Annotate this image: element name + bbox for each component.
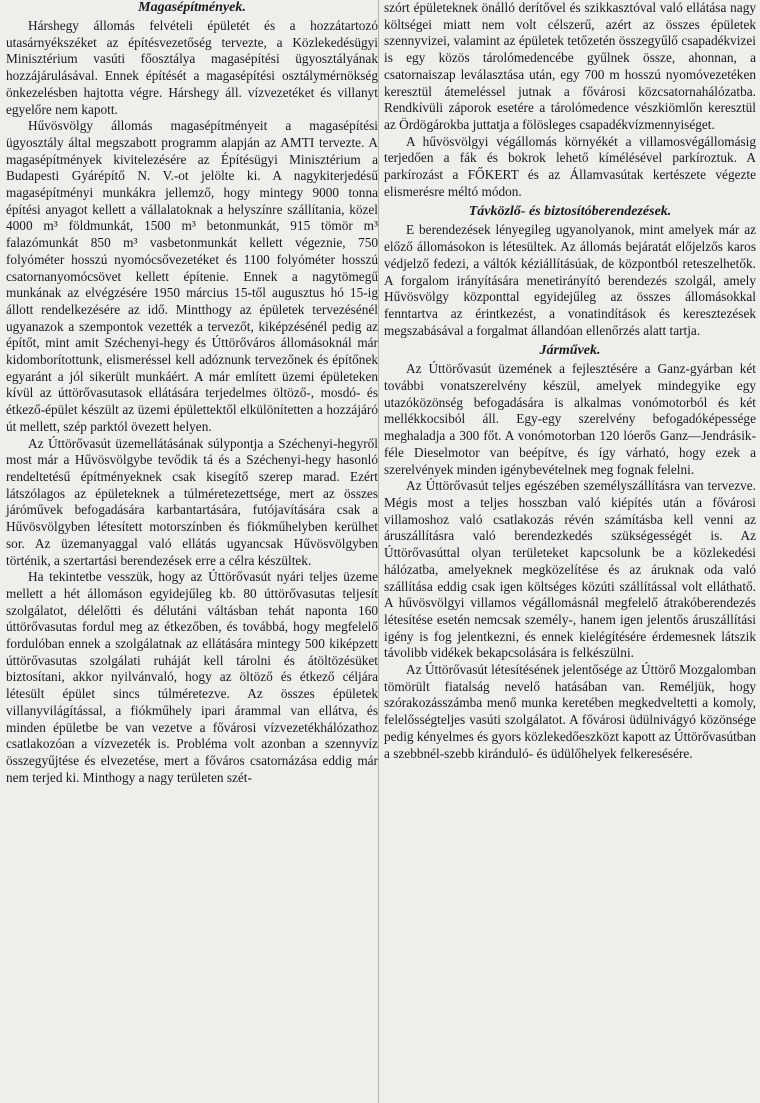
- paragraph: E berendezések lényegileg ugyanolyanok, mint amelyek már az előző állomásokon is létesültek. Az állomás bejáratát előjelzős karos védjelző fedezi, a váltók kéziállításúak, de központból reteszelhetők. A forgalom irányítására menetirányító berendezés szolgál, amely Hűvösvölgy központtal egyidejűleg az összes állomásokkal fenntartva az érintkezést, a vonatindítások és keresztezések megszabásával a forgalmat állandóan ellenőrzés alatt tartja.: [384, 222, 756, 338]
- paragraph: Hárshegy állomás felvételi épületét és a hozzátartozó utasárnyékszéket az építésvezetőség tervezte, a Közlekedésügyi Minisztérium vasúti főosztálya magasépítési ügyosztályának hozzájárulásával. Ennek építését a magasépítési osztálymérnökség önkezelésben hajtotta végre. Hárshegy áll. vízvezetéket és villanyt egyelőre nem kapott.: [6, 18, 378, 117]
- left-column: [6, 0, 378, 786]
- section-heading-tavkozlo: Távközlő- és biztosítóberendezések.: [468, 204, 672, 220]
- right-column: [384, 0, 756, 762]
- column-divider: [378, 0, 379, 1103]
- paragraph: A hűvösvölgyi végállomás környékét a villamosvégállomásig terjedően a fák és bokrok lehető kímélésével parkíroztuk. A parkírozást a FŐKERT és az Államvasútak kertészete végezte elismerésre méltó módon.: [384, 133, 756, 199]
- section-heading-magasepitmenyek: Magasépítmények.: [138, 0, 246, 15]
- paragraph: Ha tekintetbe vesszük, hogy az Úttörővasút nyári teljes üzeme mellett a hét állomáson egyidejűleg kb. 80 úttörővasutas teljesít szolgálatot, délelőtti és délutáni váltásban tehát naponta 160 úttörővasutas fordul meg az étkezőben, és továbbá, hogy megfelelő fordulóban ennek a szolgálatnak az ellátására mintegy 500 kiképzett úttörővasutas szolgálati ruháját kell tárolni és átöltözésüket biztosítani, akkor nyilvánvaló, hogy az öltöző és étkező céljára létesült épület sincs túlméretezve. Az összes épületek villanyvilágítással, a fiókműhely ipari árammal van ellátva, és minden épületbe be van vezetve a fővárosi vízvezetékhálózathoz csatlakozóan a vízvezeték is. Probléma volt azonban a szennyvíz összegyűjtése és elvezetése, mert a főváros csatornázása eddig már nem terjed ki. Minthogy a nagy területen szét-: [6, 569, 378, 785]
- paragraph-continuation: szórt épületeknek önálló derítővel és szikkasztóval való ellátása nagy költségei miatt nem volt célszerű, azért az összes épületek szennyvizei, valamint az épületek tetőzetén összegyűlő csapadékvizei is egy közös tárolómedencébe gyűlnek össze, ahonnan, a csatornaiszap leválasztása után, egy 700 m hosszú nyomóvezetéken keresztül átemeléssel jutnak a fővárosi közcsatornahálózatba. Rendkívüli záporok esetére a tárolómedence vészkiömlőn keresztül az Ördögárokba juttatja a fölösleges csapadékvízmennyiséget.: [384, 0, 756, 132]
- paragraph: Az Úttörővasút üzemének a fejlesztésére a Ganz-gyárban két további vonatszerelvény készül, amelyek mindegyike egy utazóközönség befogadására is alkalmas vonómotorból és két mellékkocsiból áll. Egy-egy szerelvény befogadóképessége meghaladja a 300 főt. A vonómotorban 120 lóerős Ganz—Jendrásik-féle Dieselmotor van beépítve, és így várható, hogy ezek a szerelvények minden igénybevételnek meg fognak felelni.: [384, 361, 756, 477]
- paragraph: Az Úttörővasút létesítésének jelentősége az Úttörő Mozgalomban tömörült fiatalság nevelő hatásában van. Reméljük, hogy szórakozásszámba menő munka keretében megkedveltetti a komoly, felelősségteljes vasúti szolgálatot. A fővárosi üdülnivágyó közönsége pedig kényelmes és gyors közlekedőeszközt kapott az Úttörővasútban a szebbnél-szebb kiránduló- és üdülőhelyek felkeresésére.: [384, 662, 756, 761]
- paragraph: Hűvösvölgy állomás magasépítményeit a magasépítési ügyosztály által megszabott programm alapján az AMTI tervezte. A magasépítmények kivitelezésére az Építésügyi Minisztérium a Budapesti Gyárépítő N. V.-ot jelölte ki. A nagykiterjedésű magasépítményi munkákra jellemző, hogy mintegy 9000 tonna építési anyagot kellett a vállalatoknak a helyszínre szállítania, közel 4000 m³ földmunkát, 1500 m³ betonmunkát, 915 tömör m³ falazómunkát 850 m³ vasbetonmunkát kellett végeznie, 750 folyóméter hosszú nyomócsővezetéket és 1100 folyóméter hosszú csatornanyomócsövet kellett építenie. Ennek a nagytömegű munkának az elvégzésére 1950 március 15-től augusztus hó 15-ig állott rendelkezésére az idő. Mintthogy az épületek tervezésénél ugyanazok a szempontok vezették a tervezőt, kiképzésénél pedig az építőt, mint amit Széchenyi-hegy és Úttörőváros állomásoknál már kidomborítottunk, elismeréssel kell adóznunk tervezőnek és építőnek egyaránt a jól sikerült munkáért. A már említett üzemi épületeken kívül az úttörővasutasok ellátására terjedelmes öltöző-, mosdó- és étkező-épület készült az üzemi épülettektől elkülönítetten a hozzájáró út mellett, szép parktól övezett helyen.: [6, 118, 378, 434]
- paragraph: Az Úttörővasút teljes egészében személyszállításra van tervezve. Mégis most a teljes hosszban való kiépítés után a fővárosi villamoshoz való csatlakozás révén számításba kell venni az áruszállításra való berendezkedés szükségességét is. Az Úttörővasúttal olyan területeket kapcsolunk be a közlekedési hálózatba, amelyeknek megközelítése és az áruknak oda való szállítása eddig csak igen költséges közúti szállítással volt elláthatő. A hűvösvölgyi villamos végállomásnál megfelelő átrakóberendezés létesítése esetén nemcsak személy-, hanem igen jelentős áruszállítási igény is fog jelentkezni, és ennek kielégítésére érdemesnek látszik távolibb vidékek bekapcsolására is felkészülni.: [384, 478, 756, 661]
- paragraph: Az Úttörővasút üzemellátásának súlypontja a Széchenyi-hegyről most már a Hűvösvölgybe tevődik tá és a Széchenyi-hegy hasonló rendeltetésű építményeknek csak kisegítő szerep marad. Ezért látszólagos az épületeknek a túlméretezettsége, mert az összes járóművek befogadására karbantartására, futójavítására csak a Hűvösvölgyben létesített motorszínben és fiókműhelyben kerülhet sor. Az üzemanyaggal való ellátás ugyancsak Hűvösvölgyben történik, a szertartási berendezések erre a célra készültek.: [6, 435, 378, 568]
- section-heading-jarmuvek: Járművek.: [539, 343, 601, 359]
